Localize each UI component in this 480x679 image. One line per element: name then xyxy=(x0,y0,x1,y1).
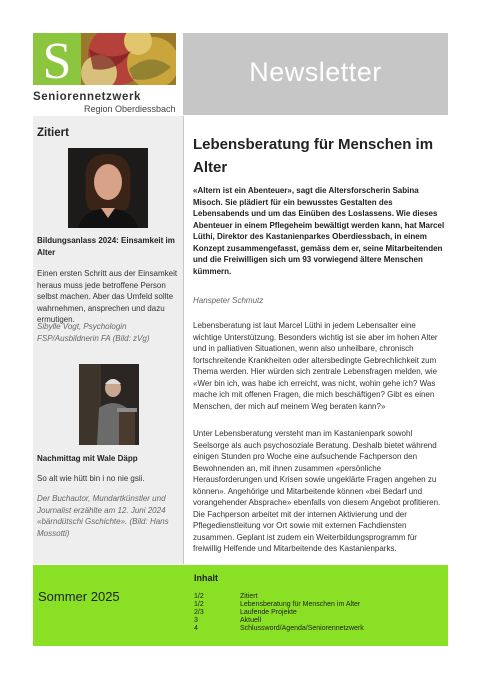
quote2-text: So alt wie hütt bin i no nie gsii. xyxy=(37,474,145,483)
svg-text:S: S xyxy=(42,33,72,85)
article-lead: «Altern ist ein Abenteuer», sagt die Altersforscherin Sabina Misoch. Sie plädiert für ein bewusstes Gestalten des Lebensabends und um das Einüben des Loslassens. Wie dieses Abenteuer in einem Pflegeheim bewältigt werden kann, hat Marcel Lüthi, Direktor des Kastanienparkes Oberdiessbach, in einem Konzept zusammengefasst, gemäss dem er, seine Mitarbeitenden und die Freiwilligen sich um 93 vorwiegend ältere Menschen kümmern. xyxy=(193,186,445,276)
org-region: Region Oberdiessbach xyxy=(84,104,176,114)
toc-row[interactable] xyxy=(194,625,364,633)
toc-row[interactable] xyxy=(194,617,364,625)
org-name: Seniorennetzwerk xyxy=(33,91,142,103)
article-paragraph-2: Unter Lebensberatung versteht man im Kastanienpark sowohl Seelsorge als auch psychosoziale Beratung. Deshalb bietet während einigen Stunden pro Woche eine aufsuchende Fachperson den Bewohnenden an, mit ihnen zusammen «persönliche Herausforderungen und Krisen sowie ungeklärte Fragen angehen zu können». Angehörige und Mitarbeitende können «bei Bedarf und vorangehender Absprache» ebenfalls von diesem Angebot profitieren. Die Fachperson arbeitet mit der internen Aktivierung und der Pflegedienstleitung vor Ort sowie mit externen Fachdiensten zusammen. Geplant ist zudem ein Weiterbildungsprogramm für freiwillig Helfende und Mitarbeitende des Kastanienparks. xyxy=(193,429,441,553)
toc-label: Lebensberatung für Menschen im Alter xyxy=(240,601,361,608)
article-title: Lebensberatung für Menschen im Alter xyxy=(193,136,434,176)
toc-row[interactable] xyxy=(194,601,364,609)
speaker-image xyxy=(79,364,139,445)
toc-label: Schlussword/Agenda/Seniorennetzwerk xyxy=(240,625,364,632)
toc-page: 4 xyxy=(194,625,198,632)
toc-label: Zitiert xyxy=(240,593,258,600)
toc-page: 2/3 xyxy=(194,609,204,616)
logo-image xyxy=(33,33,176,85)
toc-label: Aktuell xyxy=(240,617,262,624)
toc-title: Inhalt xyxy=(194,573,218,583)
toc-row[interactable] xyxy=(194,593,364,601)
quote1-credit: Sibylle Vogt, Psychologin FSP/Ausbildnerin FA (Bild: zVg) xyxy=(37,322,150,343)
edition-season: Sommer 2025 xyxy=(38,589,120,604)
table-of-contents xyxy=(194,593,364,633)
toc-page: 1/2 xyxy=(194,601,204,608)
toc-page: 3 xyxy=(194,617,198,624)
quote2-credit: Der Buchautor, Mundartkünstler und Journalist erzählte am 12. Juni 2024 «bärndütschi Gschichte». (Bild: Hans Mossotti) xyxy=(37,494,169,538)
logo xyxy=(33,33,176,85)
quote2-title: Nachmittag mit Wale Däpp xyxy=(37,454,138,463)
sidebar-section-title: Zitiert xyxy=(37,127,69,139)
header-banner xyxy=(183,33,448,115)
toc-row[interactable] xyxy=(194,609,364,617)
toc-page: 1/2 xyxy=(194,593,204,600)
article-paragraph-1: Lebensberatung ist laut Marcel Lüthi in jedem Lebensalter eine wichtige Unterstützung. Besonders wichtig ist sie aber im hohen Alter und in palliativen Situationen, wenn also unheilbare, chronisch fortschreitende Krankheiten oder altersbedingte Gebrechlichkeit zum Thema werden. Hier würden sich zentrale Lebensfragen melden, wie «Wer bin ich, was habe ich erreicht, was nicht, wohin gehe ich? Was mache ich mit offenen Fragen, die mich beschäftigen? Gibt es einen Menschen, der mich auf meinem Weg beraten kann?» xyxy=(193,321,438,411)
article-author: Hanspeter Schmutz xyxy=(193,296,264,305)
speaker-photo xyxy=(79,364,139,445)
portrait-image xyxy=(68,148,148,228)
portrait-photo xyxy=(68,148,148,228)
toc-label: Laufende Projekte xyxy=(240,609,297,616)
newsletter-title: Newsletter xyxy=(249,57,382,87)
column-divider xyxy=(183,116,184,564)
quote1-title: Bildungsanlass 2024: Einsamkeit im Alter xyxy=(37,236,175,257)
footer-banner xyxy=(33,565,448,646)
quote1-text: Einen ersten Schritt aus der Einsamkeit heraus muss jede betroffene Person selbst machen. Aber das Umfeld sollte wahrnehmen, ansprechen und dazu ermutigen. xyxy=(37,269,178,324)
